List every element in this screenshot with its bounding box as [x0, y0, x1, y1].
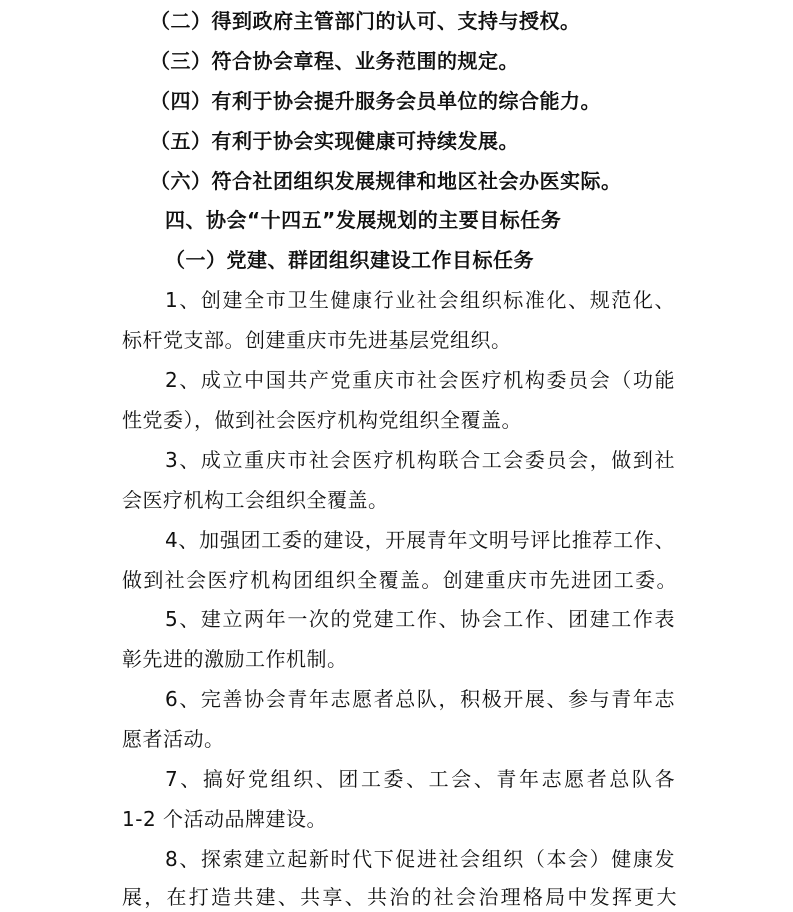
paragraph-line: 做到社会医疗机构团组织全覆盖。创建重庆市先进团工委。 — [122, 568, 677, 592]
section-heading: 四、协会“十四五”发展规划的主要目标任务 — [165, 208, 562, 232]
paragraph-line: 愿者活动。 — [122, 727, 225, 751]
list-item-2: （二）得到政府主管部门的认可、支持与授权。 — [150, 9, 581, 33]
paragraph-line: 7、搞好党组织、团工委、工会、青年志愿者总队各 — [165, 767, 675, 791]
paragraph-line: 1-2 个活动品牌建设。 — [122, 807, 328, 831]
paragraph-line: 性党委），做到社会医疗机构党组织全覆盖。 — [122, 408, 522, 432]
paragraph-line: 会医疗机构工会组织全覆盖。 — [122, 488, 389, 512]
subsection-heading: （一）党建、群团组织建设工作目标任务 — [165, 248, 534, 272]
paragraph-line: 8、探索建立起新时代下促进社会组织（本会）健康发 — [165, 847, 675, 871]
list-item-3: （三）符合协会章程、业务范围的规定。 — [150, 49, 519, 73]
list-item-6: （六）符合社团组织发展规律和地区社会办医实际。 — [150, 169, 622, 193]
paragraph-line: 展，在打造共建、共享、共治的社会治理格局中发挥更大 — [122, 885, 677, 909]
paragraph-line: 2、成立中国共产党重庆市社会医疗机构委员会（功能 — [165, 368, 675, 392]
paragraph-line: 标杆党支部。创建重庆市先进基层党组织。 — [122, 328, 512, 352]
paragraph-line: 4、加强团工委的建设，开展青年文明号评比推荐工作、 — [165, 528, 675, 552]
paragraph-line: 1、创建全市卫生健康行业社会组织标准化、规范化、 — [165, 288, 675, 312]
paragraph-line: 5、建立两年一次的党建工作、协会工作、团建工作表 — [165, 607, 675, 631]
paragraph-line: 彰先进的激励工作机制。 — [122, 647, 348, 671]
paragraph-line: 6、完善协会青年志愿者总队，积极开展、参与青年志 — [165, 687, 675, 711]
paragraph-line: 3、成立重庆市社会医疗机构联合工会委员会，做到社 — [165, 448, 675, 472]
list-item-4: （四）有利于协会提升服务会员单位的综合能力。 — [150, 89, 601, 113]
list-item-5: （五）有利于协会实现健康可持续发展。 — [150, 129, 519, 153]
